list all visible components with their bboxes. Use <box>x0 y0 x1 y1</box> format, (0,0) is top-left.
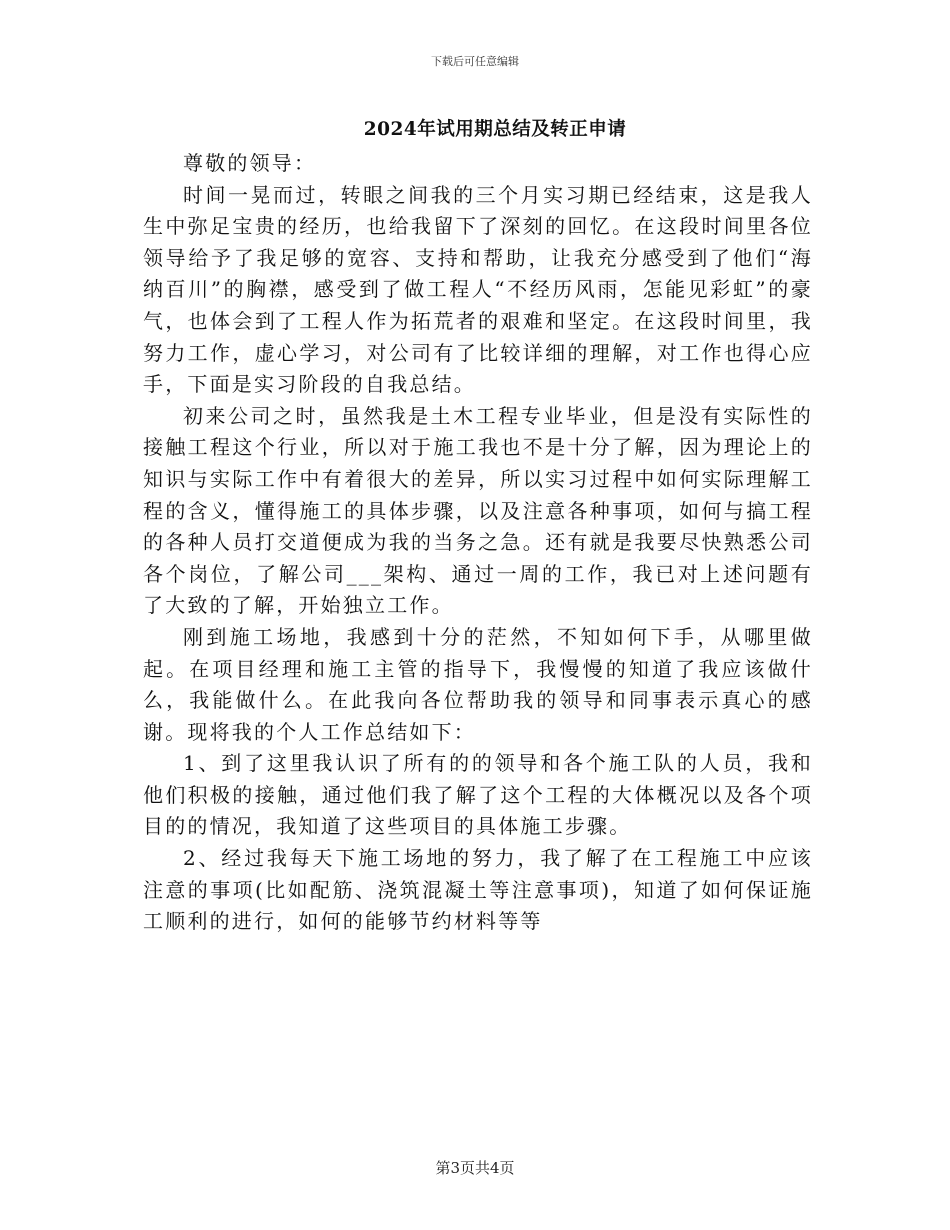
paragraph-intro: 时间一晃而过，转眼之间我的三个月实习期已经结束，这是我人生中弥足宝贵的经历，也给我留下了深刻的回忆。在这段时间里各位领导给予了我足够的宽容、支持和帮助，让我充分感受到了他们“海纳百川”的胸襟，感受到了做工程人“不经历风雨，怎能见彩虹”的豪气，也体会到了工程人作为拓荒者的艰难和坚定。在这段时间里，我努力工作，虚心学习，对公司有了比较详细的理解，对工作也得心应手，下面是实习阶段的自我总结。 <box>143 182 813 397</box>
list-item-2: 2、经过我每天下施工场地的努力，我了解了在工程施工中应该注意的事项(比如配筋、浇筑混凝土等注意事项)，知道了如何保证施工顺利的进行，如何的能够节约材料等等 <box>143 846 813 934</box>
list-item-1: 1、到了这里我认识了所有的的领导和各个施工队的人员，我和他们积极的接触，通过他们我了解了这个工程的大体概况以及各个项目的的情况，我知道了这些项目的具体施工步骤。 <box>143 751 813 839</box>
page-indicator: 第3页共4页 <box>435 1159 515 1177</box>
salutation: 尊敬的领导： <box>183 151 317 175</box>
header-note: 下载后可任意编辑 <box>431 55 519 68</box>
paragraph-start: 初来公司之时，虽然我是土木工程专业毕业，但是没有实际性的接触工程这个行业，所以对于施工我也不是十分了解，因为理论上的知识与实际工作中有着很大的差异，所以实习过程中如何实际理解工程的含义，懂得施工的具体步骤，以及注意各种事项，如何与搞工程的各种人员打交道便成为我的当务之急。还有就是我要尽快熟悉公司各个岗位，了解公司___架构、通过一周的工作，我已对上述问题有了大致的了解，开始独立工作。 <box>143 403 813 618</box>
paragraph-site: 刚到施工场地，我感到十分的茫然，不知如何下手，从哪里做起。在项目经理和施工主管的指导下，我慢慢的知道了我应该做什么，我能做什么。在此我向各位帮助我的领导和同事表示真心的感谢。现将我的个人工作总结如下： <box>143 624 813 744</box>
document-body <box>143 148 813 938</box>
document-title: 2024年试用期总结及转正申请 <box>363 119 627 140</box>
